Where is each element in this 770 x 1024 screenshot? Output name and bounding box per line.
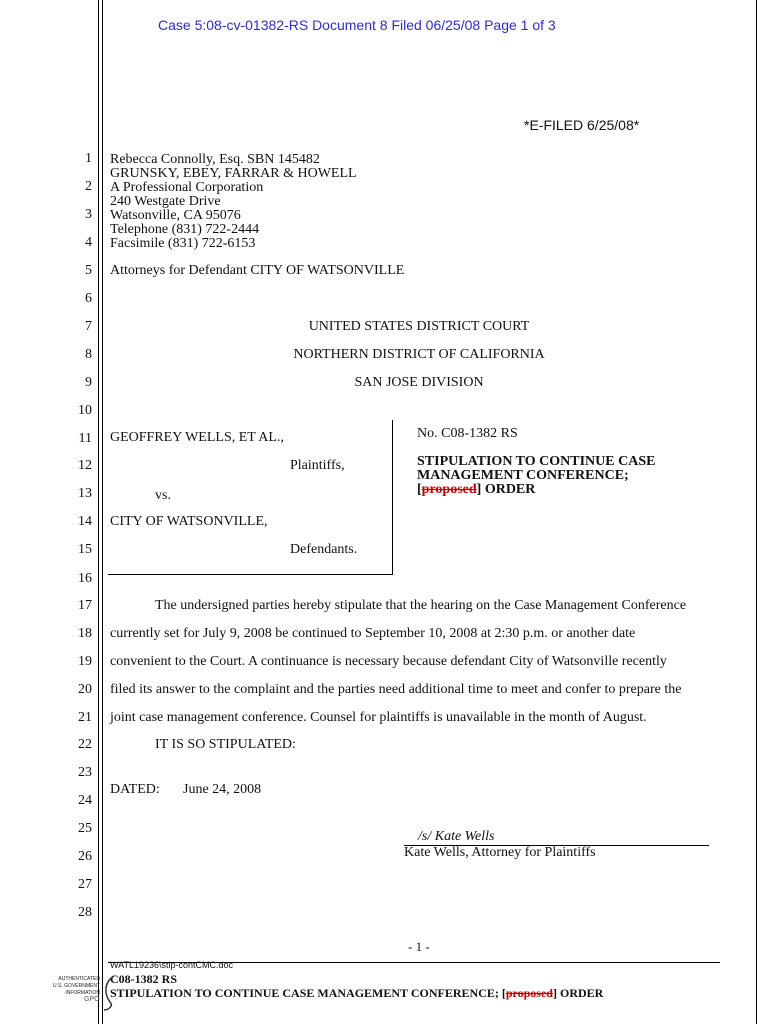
line-number: 7 (85, 319, 92, 334)
line-number: 2 (85, 179, 92, 194)
line-number: 1 (85, 151, 92, 166)
caption-divider-horizontal (108, 574, 393, 575)
line-number: 16 (78, 571, 92, 586)
firm-city: Watsonville, CA 95076 (110, 208, 241, 223)
line-number: 15 (78, 542, 92, 557)
defendant-role: Defendants. (290, 542, 358, 557)
line-number: 24 (78, 793, 92, 808)
doc-path: WATL19236\stip-contCMC.doc (110, 960, 234, 970)
line-number: 21 (78, 710, 92, 725)
margin-rule-left-inner (102, 0, 103, 1024)
firm-fax: Facsimile (831) 722-6153 (110, 236, 256, 251)
signatory-name: Kate Wells, Attorney for Plaintiffs (404, 845, 596, 860)
body-line-18: currently set for July 9, 2008 be continued to September 10, 2008 at 2:30 p.m. or another date (110, 626, 636, 641)
line-number: 5 (85, 263, 92, 278)
title-line-2: MANAGEMENT CONFERENCE; (417, 468, 629, 483)
body-line-21: joint case management conference. Counsel for plaintiffs is unavailable in the month of August. (110, 710, 647, 725)
attorney-block (110, 153, 357, 251)
line-number: 12 (78, 458, 92, 473)
line-number: 18 (78, 626, 92, 641)
eagle-icon (100, 972, 120, 1012)
attorney-name: Rebecca Connolly, Esq. SBN 145482 (110, 152, 320, 167)
signature: /s/ Kate Wells (418, 829, 495, 844)
line-number: 3 (85, 207, 92, 222)
line-number: 27 (78, 877, 92, 892)
line-number: 26 (78, 849, 92, 864)
court-division: SAN JOSE DIVISION (354, 375, 484, 390)
title-line-1: STIPULATION TO CONTINUE CASE (417, 454, 656, 469)
attorneys-for: Attorneys for Defendant CITY OF WATSONVILLE (110, 263, 405, 278)
court-district: NORTHERN DISTRICT OF CALIFORNIA (293, 347, 545, 362)
ecf-header: Case 5:08-cv-01382-RS Document 8 Filed 06/25/08 Page 1 of 3 (158, 17, 556, 33)
line-number: 8 (85, 347, 92, 362)
gpo-seal: AUTHENTICATED U.S. GOVERNMENT INFORMATION GPO (44, 972, 108, 1012)
body-line-17: The undersigned parties hereby stipulate that the hearing on the Case Management Conference (155, 598, 687, 613)
firm-street: 240 Westgate Drive (110, 194, 221, 209)
body-line-20: filed its answer to the complaint and the parties need additional time to meet and confer to prepare the (110, 682, 682, 697)
firm-phone: Telephone (831) 722-2444 (110, 222, 260, 237)
footer-struck-proposed: proposed (505, 986, 553, 1000)
dated-value: June 24, 2008 (183, 782, 262, 797)
line-number: 13 (78, 486, 92, 501)
plaintiff-name: GEOFFREY WELLS, ET AL., (110, 430, 284, 445)
footer-title: STIPULATION TO CONTINUE CASE MANAGEMENT CONFERENCE; [proposed] ORDER (110, 986, 604, 1000)
line-number: 4 (85, 235, 92, 250)
line-number: 28 (78, 905, 92, 920)
document-title (417, 455, 655, 497)
line-number: 22 (78, 737, 92, 752)
court-name: UNITED STATES DISTRICT COURT (308, 319, 530, 334)
line-number: 11 (78, 431, 92, 446)
line-number: 9 (85, 375, 92, 390)
line-number: 14 (78, 514, 92, 529)
gpo-logo-icon: GPO (84, 996, 100, 1003)
line-number: 25 (78, 821, 92, 836)
footer-case-number: C08-1382 RS (110, 972, 178, 986)
margin-rule-left-outer (98, 0, 99, 1024)
caption-divider-vertical (392, 420, 393, 575)
defendant-name: CITY OF WATSONVILLE, (110, 514, 268, 529)
efiled-stamp: *E-FILED 6/25/08* (524, 117, 640, 133)
stipulated-line: IT IS SO STIPULATED: (155, 737, 296, 752)
firm-name: GRUNSKY, EBEY, FARRAR & HOWELL (110, 166, 357, 181)
margin-rule-right (756, 0, 757, 1024)
case-number: No. C08-1382 RS (417, 426, 518, 441)
versus: vs. (155, 488, 171, 503)
line-number: 10 (78, 403, 92, 418)
line-number: 19 (78, 654, 92, 669)
line-number: 6 (85, 291, 92, 306)
line-number: 20 (78, 682, 92, 697)
dated-label: DATED: (110, 782, 160, 797)
title-line-3: [proposed] ORDER (417, 482, 536, 497)
line-number: 17 (78, 598, 92, 613)
page-number: - 1 - (408, 939, 430, 954)
line-number: 23 (78, 765, 92, 780)
body-line-19: convenient to the Court. A continuance is necessary because defendant City of Watsonville recently (110, 654, 667, 669)
struck-proposed: proposed (421, 482, 477, 497)
firm-type: A Professional Corporation (110, 180, 264, 195)
plaintiff-role: Plaintiffs, (290, 458, 345, 473)
